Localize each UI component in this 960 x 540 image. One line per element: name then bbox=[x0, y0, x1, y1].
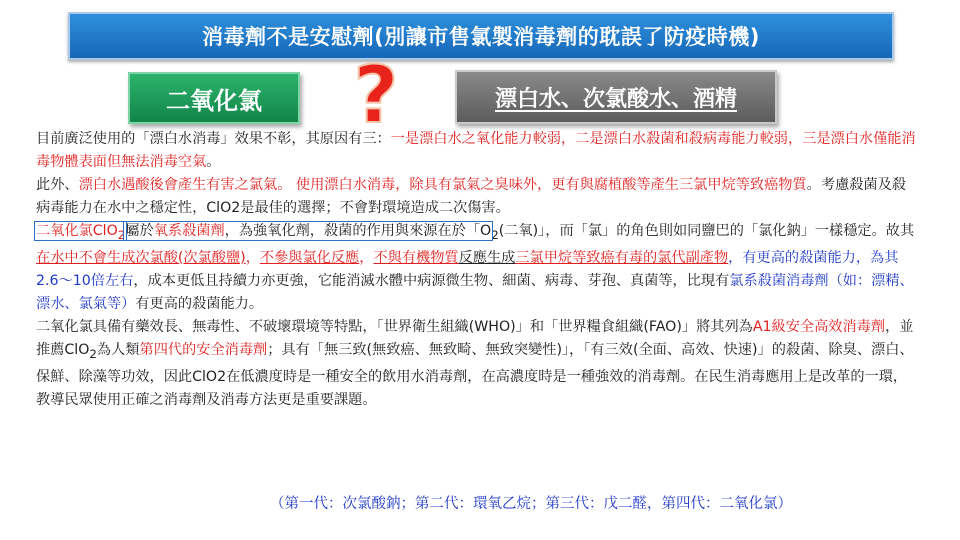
emphasis-red: 一是漂白水之氧化能力較弱，二是漂白水殺菌和殺病毒能力較弱，三是漂白水僅能消毒物體表面但無法消毒空氣 bbox=[36, 131, 916, 170]
emphasis-red: A1級安全高效消毒劑 bbox=[752, 318, 886, 335]
emphasis-red-underline: 三氯甲烷等致癌有毒的氯代副產物 bbox=[515, 249, 729, 266]
text-run: ，為強氧化劑，殺菌的作用與來源在於「O bbox=[224, 223, 492, 239]
text-run: 此外、 bbox=[36, 177, 79, 193]
chlorine-dioxide-label: 二氧化氯 bbox=[166, 86, 262, 115]
paragraph-who-fao bbox=[36, 316, 916, 412]
text-run: 。考慮殺菌及殺病毒能力在水中之穩定性，ClO2是最佳的選擇；不會對環境造成二次傷害。 bbox=[36, 177, 906, 216]
text-run: 有更高的殺菌能力。 bbox=[135, 295, 264, 312]
text-run: (二氧)」，而「氯」的角色則如同鹽巴的「氯化鈉」一樣穩定。故其 bbox=[498, 223, 915, 239]
text-run: ，成本更低且持續力亦更強，它能消滅水體中病源微生物、細菌、病毒、芽孢、真菌等，比現有 bbox=[133, 272, 730, 289]
text-run: ， bbox=[245, 249, 260, 266]
text-run: 屬於 bbox=[125, 223, 154, 239]
paragraph-bleach-hazard bbox=[36, 174, 916, 220]
emphasis-blue: 氯系殺菌消毒劑（如：漂精、漂水、氯氣等） bbox=[36, 272, 914, 312]
title-banner bbox=[68, 12, 894, 60]
text-run: ， bbox=[359, 249, 374, 266]
emphasis-red: 氧系殺菌劑 bbox=[153, 223, 225, 239]
generations-footnote: （第一代：次氯酸鈉；第二代：環氧乙烷；第三代：戊二醛，第四代：二氧化氯） bbox=[270, 496, 792, 512]
emphasis-blue: ，有更高的殺菌能力，為其2.6～10倍左右 bbox=[36, 249, 899, 289]
subscript: 2 bbox=[117, 227, 126, 242]
bleach-alternatives-label: 漂白水、次氯酸水、酒精 bbox=[494, 86, 737, 112]
oxygen-type-box bbox=[125, 223, 491, 239]
text-run: 目前廣泛使用的「漂白水消毒」效果不彰，其原因有三： bbox=[36, 131, 391, 147]
emphasis-red: 第四代的安全消毒劑 bbox=[139, 341, 268, 358]
question-mark-glyph: ? bbox=[353, 54, 399, 134]
emphasis-red: 漂白水遇酸後會產生有害之氯氣。 使用漂白水消毒，除具有氯氣之臭味外，更有與腐植酸等產生三氯甲烷等致癌物質 bbox=[78, 177, 807, 193]
subscript: 2 bbox=[491, 227, 499, 242]
paragraph-bleach-weakness bbox=[36, 128, 916, 174]
text-underline: 反應生成 bbox=[458, 249, 516, 266]
bleach-alternatives-badge bbox=[455, 70, 777, 124]
emphasis-red-underline: 在水中不會生成次氯酸(次氯酸鹽) bbox=[36, 249, 246, 266]
emphasis-red-underline: 不參與氯化反應 bbox=[259, 249, 360, 266]
chlorine-dioxide-term bbox=[36, 223, 126, 242]
text-run: ，並推薦ClO bbox=[36, 318, 914, 358]
question-mark-icon bbox=[346, 54, 406, 134]
paragraph-chlorine-dioxide bbox=[36, 220, 916, 316]
text-run: ；具有「無三致(無致癌、無致畸、無致突變性)」，「有三效(全面、高效、快速)」的殺菌、除臭、漂白、保鮮、除藻等功效，因此ClO2在低濃度時是一種安全的飲用水消毒劑，在高濃度時是一種強效的消毒劑。在民生消毒應用上是改革的一環，教導民眾使用正確之消毒劑及消毒方法更是重要課題。 bbox=[36, 341, 914, 408]
text-run: 。 bbox=[206, 154, 221, 170]
chlorine-dioxide-badge bbox=[128, 72, 300, 124]
page-title: 消毒劑不是安慰劑(別讓市售氯製消毒劑的耽誤了防疫時機) bbox=[202, 25, 760, 49]
text-run: 二氧化氯具備有藥效長、無毒性、不破壞環境等特點，「世界衛生組織(WHO)」和「世界糧食組織(FAO)」將其列為 bbox=[36, 318, 753, 335]
body-text bbox=[36, 128, 916, 412]
emphasis-red-underline: 不與有機物質 bbox=[373, 249, 459, 266]
subscript: 2 bbox=[89, 346, 97, 361]
text-run: 為人類 bbox=[96, 341, 140, 358]
text-run: 二氧化氯ClO bbox=[36, 223, 118, 239]
